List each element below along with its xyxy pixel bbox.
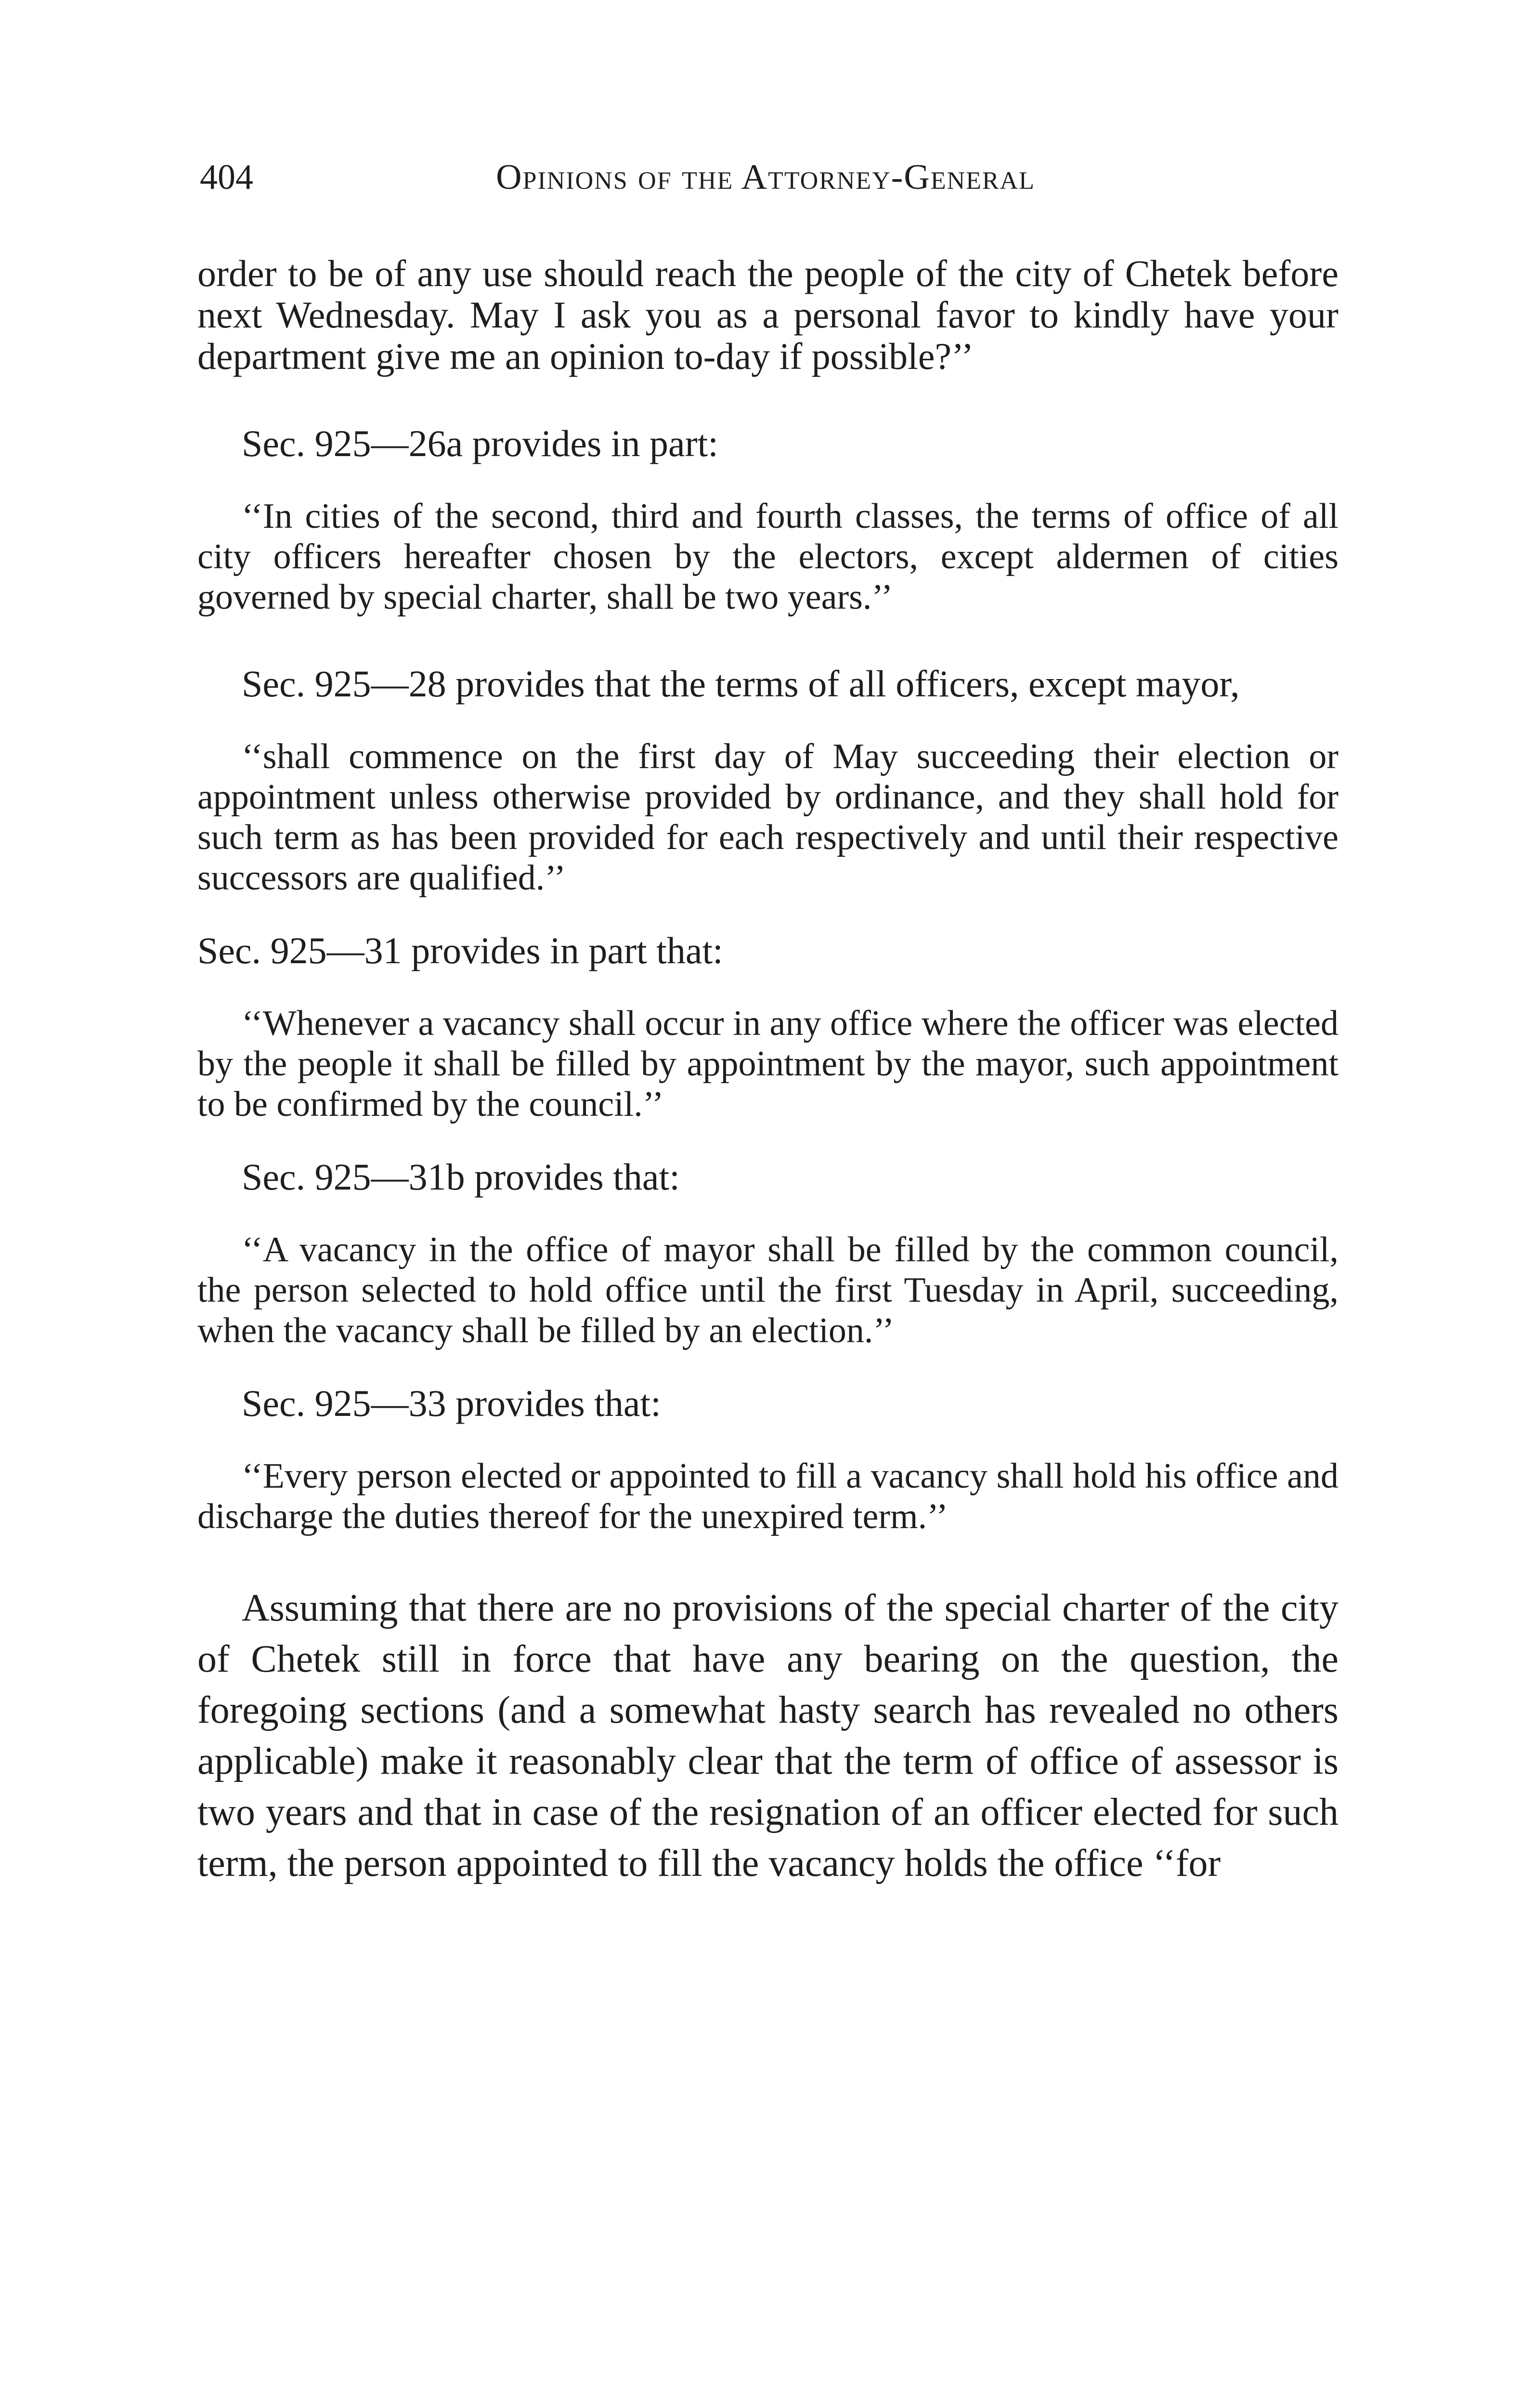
page-number: 404 — [200, 157, 253, 197]
paragraph-sec-925-31b: Sec. 925—31b provides that: — [242, 1156, 680, 1198]
paragraph-sec-925-26a: Sec. 925—26a provides in part: — [242, 422, 718, 464]
quote-sec-925-33: ‘‘Every person elected or appointed to fill a vacancy shall hold his office and discharge the duties thereof for the unexpired term.’’ — [197, 1456, 1338, 1536]
running-head: Opinions of the Attorney-General — [496, 157, 1035, 197]
quote-sec-925-31: ‘‘Whenever a vacancy shall occur in any office where the officer was elected by the people it shall be filled by appointment by the mayor, such appointment to be confirmed by the council.’’ — [197, 1004, 1338, 1124]
quote-sec-925-28: ‘‘shall commence on the first day of May succeeding their election or appointment unless otherwise provided by ordinance, and they shall hold for such term as has been provided for each respectively and until their respective successors are qualified.’’ — [197, 737, 1338, 898]
quote-sec-925-31b: ‘‘A vacancy in the office of mayor shall be filled by the common council, the person selected to hold office until the first Tuesday in April, succeeding, when the vacancy shall be filled by an election.’’ — [197, 1230, 1338, 1350]
paragraph-analysis: Assuming that there are no provisions of the special charter of the city of Chetek still in force that have any bearing on the question, the foregoing sections (and a somewhat hasty search has revealed no others applicable) make it reasonably clear that the term of office of assessor is two years and that in case of the resignation of an officer elected for such term, the person appointed to fill the vacancy holds the office ‘‘for — [197, 1587, 1338, 1885]
body-text — [197, 253, 1338, 1889]
paragraph-sec-925-33: Sec. 925—33 provides that: — [242, 1382, 661, 1424]
paragraph-sec-925-28: Sec. 925—28 provides that the terms of all officers, except mayor, — [242, 663, 1240, 705]
page-header — [200, 153, 1331, 206]
paragraph-letter-continuation: order to be of any use should reach the people of the city of Chetek before next Wednesday. May I ask you as a personal favor to kindly have your department give me an opinion to-day if possible?’’ — [197, 252, 1338, 377]
paragraph-sec-925-31: Sec. 925—31 provides in part that: — [197, 929, 723, 971]
quote-sec-925-26a: ‘‘In cities of the second, third and fourth classes, the terms of office of all city officers hereafter chosen by the electors, except aldermen of cities governed by special charter, shall be two years.’’ — [197, 497, 1338, 617]
